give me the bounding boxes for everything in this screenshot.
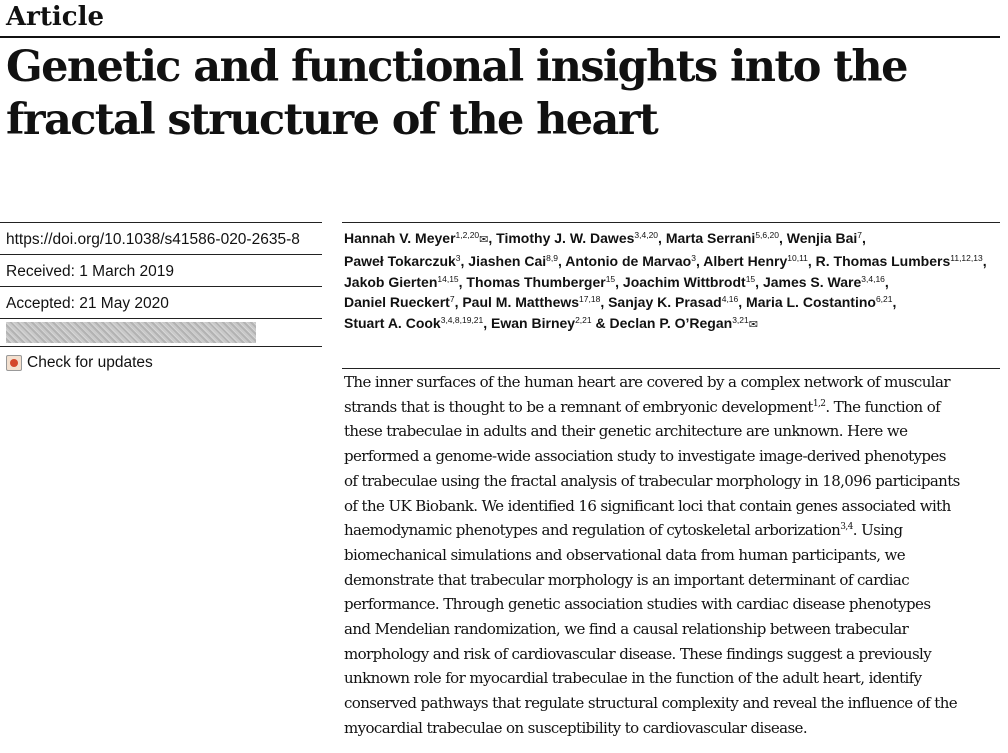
sidebar-rule [0,346,322,347]
author-name[interactable]: , Sanjay K. Prasad [600,294,722,311]
envelope-icon[interactable]: ✉ [479,234,489,246]
abstract-text: haemodynamic phenotypes and regulation of cytoskeletal arborization [344,521,841,540]
abstract-line: demonstrate that trabecular morphology is an important determinant of cardiac [344,570,910,589]
author-name[interactable]: , Albert Henry [695,252,788,269]
affiliation-sup: 7 [449,294,455,305]
reference-sup[interactable]: 1,2 [812,398,826,409]
header-rule [0,36,1000,38]
author-name[interactable]: , Wenjia Bai [778,230,858,246]
accepted-text: Accepted: 21 May 2020 [6,295,169,312]
author-name[interactable]: Paweł Tokarczuk [344,252,456,269]
author-name[interactable]: , Antonio de Marvao [557,252,692,269]
abstract-line: of the UK Biobank. We identified 16 significant loci that contain genes associated with [344,496,951,515]
affiliation-sup: 15 [605,273,616,284]
author-name[interactable]: Stuart A. Cook [344,315,441,332]
abstract-line: biomechanical simulations and observational data from human participants, we [344,545,906,564]
affiliation-sup: 17,18 [579,294,601,305]
author-line [344,313,1004,336]
author-name[interactable]: Hannah V. Meyer [344,230,456,246]
abstract-line: performed a genome-wide association study to investigate image-derived phenotypes [344,447,946,466]
title-line: Genetic and functional insights into the [6,42,907,92]
affiliation-sup: 5,6,20 [755,230,779,240]
author-line [344,292,1004,313]
doi-link-text[interactable]: https://doi.org/10.1038/s41586-020-2635-8 [6,231,300,248]
abstract-line: morphology and risk of cardiovascular disease. These findings suggest a previously [344,644,932,663]
abstract-text: . Using [852,521,903,540]
author-line [344,228,1004,251]
separator: , [862,230,866,246]
abstract-line: conserved pathways that regulate structural complexity and reveal the influence of the [344,694,958,713]
author-line [344,251,1004,272]
abstract-line [344,518,1004,543]
affiliation-sup: 2,21 [575,315,592,326]
abstract-line: these trabeculae in adults and their genetic architecture are unknown. Here we [344,422,908,441]
abstract-line: and Mendelian randomization, we find a causal relationship between trabecular [344,620,909,639]
abstract-line: unknown role for myocardial trabeculae in the function of the adult heart, identify [344,669,922,688]
authors-rule [342,222,1000,223]
abstract-text: strands that is thought to be a remnant of embryonic development [344,397,813,416]
affiliation-sup: 3,4,8,19,21 [440,315,484,326]
title-line: fractal structure of the heart [6,95,658,145]
article-title [6,41,996,147]
abstract-line: The inner surfaces of the human heart are covered by a complex network of muscular [344,373,950,391]
received-text: Received: 1 March 2019 [6,263,175,280]
check-updates-icon [6,355,22,371]
author-list [344,228,1004,336]
author-name[interactable]: Daniel Rueckert [344,294,450,311]
redacted-block [6,322,256,343]
affiliation-sup: 1,2,20 [455,230,480,240]
author-name[interactable]: , Marta Serrani [658,230,756,246]
doi-link[interactable] [0,222,322,254]
affiliation-sup: 15 [745,273,756,284]
author-name[interactable]: , Timothy J. W. Dawes [488,230,635,246]
author-name[interactable]: , Paul M. Matthews [454,294,580,311]
abstract-line: myocardial trabeculae on susceptibility to cardiovascular disease. [344,718,807,737]
affiliation-sup: 6,21 [875,294,893,305]
reference-sup[interactable]: 3,4 [840,522,853,533]
affiliation-sup: 3,4,16 [861,273,885,284]
author-name[interactable]: , R. Thomas Lumbers [807,252,951,269]
affiliation-sup: 14,15 [437,273,459,284]
affiliation-sup: 3 [691,252,696,263]
abstract-line: performance. Through genetic association studies with cardiac disease phenotypes [344,595,931,614]
author-name[interactable]: , Thomas Thumberger [458,273,606,290]
affiliation-sup: 3,4,20 [634,230,659,240]
author-name[interactable]: & Declan P. O’Regan [591,315,733,332]
separator: , [982,252,987,269]
envelope-icon[interactable]: ✉ [748,319,758,332]
author-name[interactable]: , Joachim Wittbrodt [615,273,746,290]
author-line [344,272,1004,293]
affiliation-sup: 11,12,13 [950,252,983,263]
abstract-line: of trabeculae using the fractal analysis of trabecular morphology in 18,096 participants [344,471,960,490]
accepted-date [0,286,322,318]
affiliation-sup: 4,16 [721,294,739,305]
affiliation-sup: 10,11 [787,252,808,263]
abstract [344,370,1004,741]
affiliation-sup: 3,21 [732,315,749,326]
abstract-text: . The function of [825,397,941,416]
author-name[interactable]: , James S. Ware [755,273,862,290]
article-type-label: Article [6,2,105,32]
abstract-line [344,395,1004,420]
abstract-rule [342,368,1000,369]
separator: , [884,273,889,290]
check-for-updates-button[interactable] [6,354,153,372]
author-name[interactable]: , Maria L. Costantino [738,294,876,311]
affiliation-sup: 7 [857,230,863,240]
affiliation-sup: 3 [455,252,461,263]
affiliation-sup: 8,9 [546,252,558,263]
author-name[interactable]: , Ewan Birney [483,315,576,332]
check-updates-label: Check for updates [27,354,153,371]
author-name[interactable]: Jakob Gierten [344,273,438,290]
separator: , [892,294,897,311]
received-date [0,254,322,286]
author-name[interactable]: , Jiashen Cai [460,252,547,269]
